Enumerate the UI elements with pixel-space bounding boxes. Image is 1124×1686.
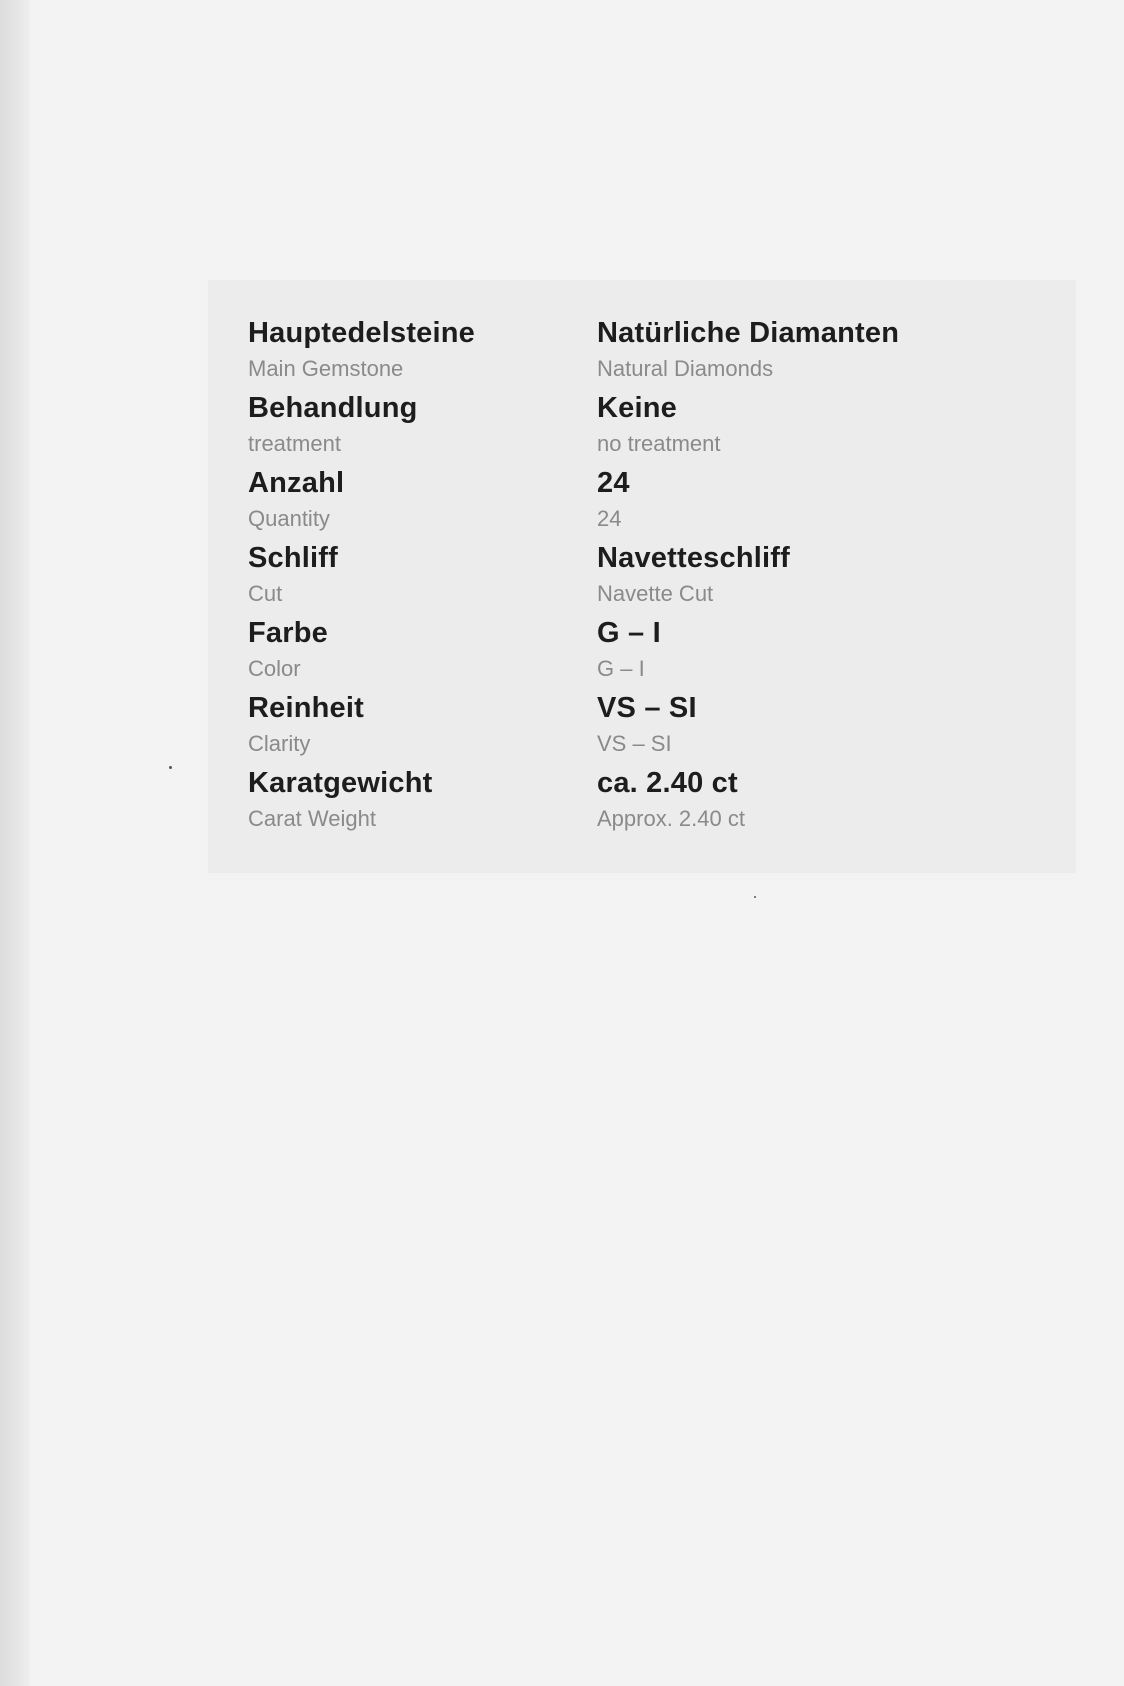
spec-value bbox=[597, 391, 721, 457]
spec-label-german: Anzahl bbox=[248, 467, 345, 499]
spec-value-german: Keine bbox=[597, 392, 677, 424]
paper-speck bbox=[754, 896, 756, 898]
spec-value-english: G – I bbox=[597, 656, 645, 681]
spec-label-english: treatment bbox=[248, 431, 341, 456]
spec-label-german: Karatgewicht bbox=[248, 767, 433, 799]
spec-value-english: no treatment bbox=[597, 431, 721, 456]
spec-label bbox=[248, 391, 418, 457]
spec-row-quantity bbox=[0, 466, 1124, 541]
spec-label-german: Farbe bbox=[248, 617, 328, 649]
spec-value-german: ca. 2.40 ct bbox=[597, 767, 738, 799]
spec-label bbox=[248, 766, 433, 832]
spec-value bbox=[597, 541, 790, 607]
spec-label bbox=[248, 616, 328, 682]
binding-edge-shadow bbox=[0, 0, 30, 1686]
spec-value-english: Natural Diamonds bbox=[597, 356, 774, 381]
spec-label-english: Cut bbox=[248, 581, 283, 606]
spec-value bbox=[597, 691, 697, 757]
spec-value bbox=[597, 766, 745, 832]
spec-label-english: Carat Weight bbox=[248, 806, 376, 831]
spec-row-color bbox=[0, 616, 1124, 691]
paper-speck bbox=[169, 766, 172, 769]
spec-label bbox=[248, 691, 364, 757]
spec-value-english: 24 bbox=[597, 506, 622, 531]
spec-value-german: 24 bbox=[597, 467, 630, 499]
spec-label-english: Main Gemstone bbox=[248, 356, 404, 381]
spec-label-english: Quantity bbox=[248, 506, 330, 531]
spec-label-german: Behandlung bbox=[248, 392, 418, 424]
spec-label-german: Reinheit bbox=[248, 692, 364, 724]
spec-label-english: Clarity bbox=[248, 731, 311, 756]
spec-value-english: VS – SI bbox=[597, 731, 672, 756]
spec-label bbox=[248, 466, 344, 532]
spec-row-cut bbox=[0, 541, 1124, 616]
spec-row-main-gemstone bbox=[0, 316, 1124, 391]
spec-row-carat-weight bbox=[0, 766, 1124, 841]
spec-value bbox=[597, 616, 661, 682]
spec-label-german: Schliff bbox=[248, 542, 339, 574]
spec-value bbox=[597, 466, 630, 532]
spec-value-german: G – I bbox=[597, 617, 661, 649]
spec-row-clarity bbox=[0, 691, 1124, 766]
spec-value bbox=[597, 316, 899, 382]
spec-label-english: Color bbox=[248, 656, 301, 681]
spec-label bbox=[248, 541, 338, 607]
spec-value-german: Navetteschliff bbox=[597, 542, 790, 574]
spec-label-german: Hauptedelsteine bbox=[248, 317, 475, 349]
spec-label bbox=[248, 316, 475, 382]
spec-value-english: Navette Cut bbox=[597, 581, 714, 606]
spec-value-german: Natürliche Diamanten bbox=[597, 317, 900, 349]
spec-value-english: Approx. 2.40 ct bbox=[597, 806, 745, 831]
spec-row-treatment bbox=[0, 391, 1124, 466]
spec-value-german: VS – SI bbox=[597, 692, 697, 724]
